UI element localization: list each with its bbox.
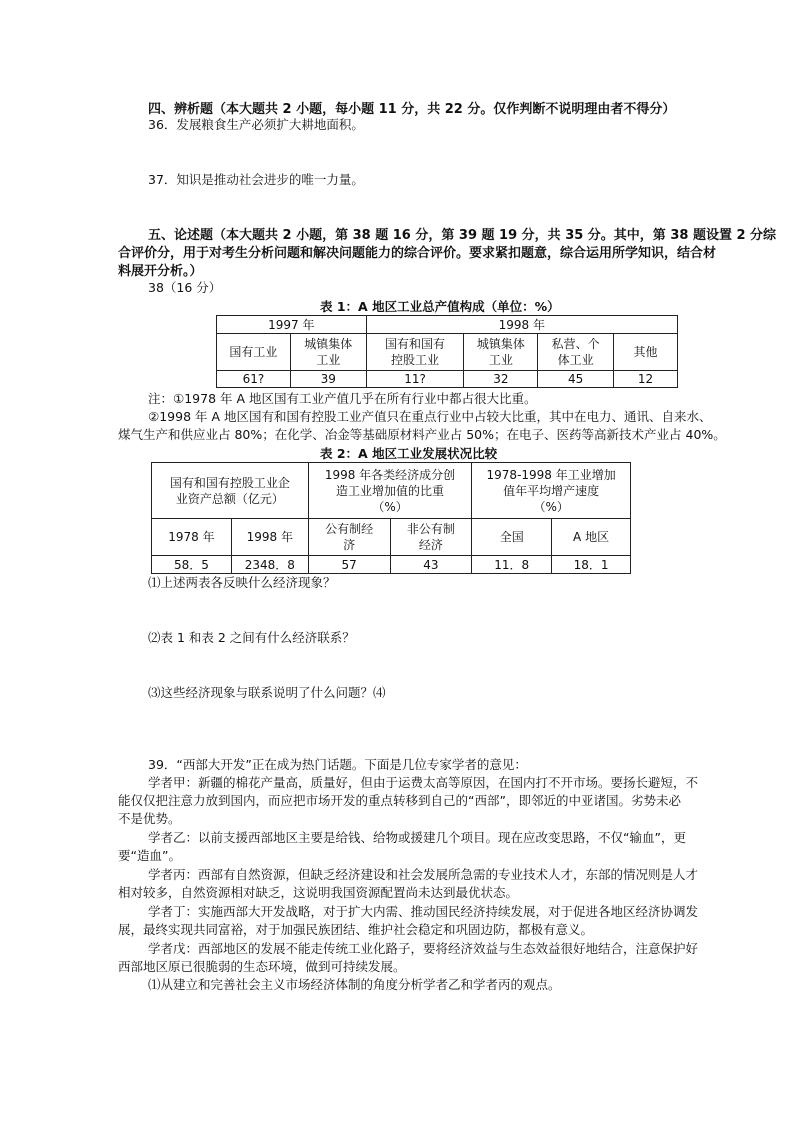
- table2-cell: 58．5: [152, 556, 232, 574]
- section4-heading: 四、辨析题（本大题共 2 小题，每小题 11 分，共 22 分。仅作判断不说明理由者不得分）: [148, 102, 676, 117]
- table2-cell: 57: [308, 556, 390, 574]
- question-38-label: 38（16 分）: [148, 280, 222, 295]
- table1-header-town-1998: 城镇集体 工业: [464, 334, 538, 371]
- table2-header-region-a: A 地区: [552, 519, 631, 556]
- table2: [151, 462, 631, 574]
- table2-header-nonpublic: 非公有制 经济: [390, 519, 472, 556]
- question-39-intro: 39．“西部大开发”正在成为热门话题。下面是几位专家学者的意见：: [148, 757, 527, 772]
- table1-header-soe: 国有和国有 控股工业: [366, 334, 464, 371]
- table2-header-share: 1998 年各类经济成分创 造工业增加值的比重 （%）: [308, 463, 472, 519]
- table1-cell: 32: [464, 371, 538, 388]
- table1-header-town-1997: 城镇集体 工业: [290, 334, 366, 371]
- table1-cell: 39: [290, 371, 366, 388]
- table1-header-state: 国有工业: [217, 334, 291, 371]
- table1-caption: 表 1：A 地区工业总产值构成（单位：%）: [320, 299, 560, 314]
- question-38-sub3: ⑶这些经济现象与联系说明了什么问题？⑷: [148, 685, 386, 700]
- table2-header-1978: 1978 年: [152, 519, 232, 556]
- section5-heading-line2: 合评价分，用于对考生分析问题和解决问题能力的综合评价。要求紧扣题意，综合运用所学知识，结合材: [118, 246, 717, 261]
- question-37: 37．知识是推动社会进步的唯一力量。: [148, 172, 364, 187]
- table2-cell: 18．1: [552, 556, 631, 574]
- scholar-wu-line1: 学者戊：西部地区的发展不能走传统工业化路子，要将经济效益与生态效益很好地结合，注意保护好: [148, 941, 699, 956]
- scholar-bing-line1: 学者丙：西部有自然资源，但缺乏经济建设和社会发展所急需的专业技术人才，东部的情况则是人才: [148, 867, 699, 882]
- scholar-yi-line1: 学者乙：以前支援西部地区主要是给钱、给物或援建几个项目。现在应改变思路，不仅“输血”，更: [148, 830, 686, 845]
- question-38-sub1: ⑴上述两表各反映什么经济现象？: [148, 575, 336, 590]
- scholar-jia-line2: 能仅仅把注意力放到国内，而应把市场开发的重点转移到自己的“西部”，即邻近的中亚诸国。劣势未必: [118, 793, 681, 808]
- question-39-sub1: ⑴从建立和完善社会主义市场经济体制的角度分析学者乙和学者丙的观点。: [148, 977, 561, 992]
- table2-header-growth: 1978-1998 年工业增加 值年平均增产速度 （%）: [472, 463, 631, 519]
- section5-heading-line1: 五、论述题（本大题共 2 小题，第 38 题 16 分，第 39 题 19 分，共 35 分。其中，第 38 题设置 2 分综: [148, 228, 777, 243]
- table1-cell: 45: [538, 371, 614, 388]
- table2-header-assets: 国有和国有控股工业企 业资产总额（亿元）: [152, 463, 309, 519]
- scholar-ding-line1: 学者丁：实施西部大开发战略，对于扩大内需、推动国民经济持续发展，对于促进各地区经济协调发: [148, 904, 699, 919]
- table1-header-other: 其他: [614, 334, 678, 371]
- scholar-yi-line2: 要“造血”。: [118, 848, 181, 863]
- table1-cell: 11?: [366, 371, 464, 388]
- note-2-line2: 煤气生产和供应业占 80%；在化学、冶金等基础原材料产业占 50%；在电子、医药等高新技术产业占 40%。: [118, 427, 726, 442]
- table2-cell: 11．8: [472, 556, 552, 574]
- scholar-bing-line2: 相对较多，自然资源相对缺乏，这说明我国资源配置尚未达到最优状态。: [118, 885, 519, 900]
- table1-cell: 12: [614, 371, 678, 388]
- table2-caption: 表 2：A 地区工业发展状况比较: [320, 446, 498, 461]
- question-38-sub2: ⑵表 1 和表 2 之间有什么经济联系？: [148, 630, 355, 645]
- table2-cell: 2348．8: [231, 556, 308, 574]
- note-2-line1: ②1998 年 A 地区国有和国有控股工业产值只在重点行业中占较大比重，其中在电力、通讯、自来水、: [148, 409, 712, 424]
- table2-cell: 43: [390, 556, 472, 574]
- question-36: 36．发展粮食生产必须扩大耕地面积。: [148, 117, 364, 132]
- scholar-jia-line3: 不是优势。: [118, 811, 181, 826]
- table1-header-1998: 1998 年: [366, 316, 677, 334]
- table1-header-1997: 1997 年: [217, 316, 367, 334]
- section5-heading-line3: 料展开分析。）: [118, 264, 203, 279]
- note-1: 注：①1978 年 A 地区国有工业产值几乎在所有行业中都占很大比重。: [148, 391, 537, 406]
- table1-cell: 61?: [217, 371, 291, 388]
- scholar-jia-line1: 学者甲：新疆的棉花产量高，质量好，但由于运费太高等原因，在国内打不开市场。要扬长避短，不: [148, 775, 699, 790]
- scholar-ding-line2: 展，最终实现共同富裕，对于加强民族团结、维护社会稳定和巩固边防，都极有意义。: [118, 922, 594, 937]
- table2-header-1998: 1998 年: [231, 519, 308, 556]
- table1-header-private: 私营、个 体工业: [538, 334, 614, 371]
- table2-header-national: 全国: [472, 519, 552, 556]
- scholar-wu-line2: 西部地区原已很脆弱的生态环境，做到可持续发展。: [118, 959, 406, 974]
- table1: [216, 315, 678, 388]
- table2-header-public: 公有制经 济: [308, 519, 390, 556]
